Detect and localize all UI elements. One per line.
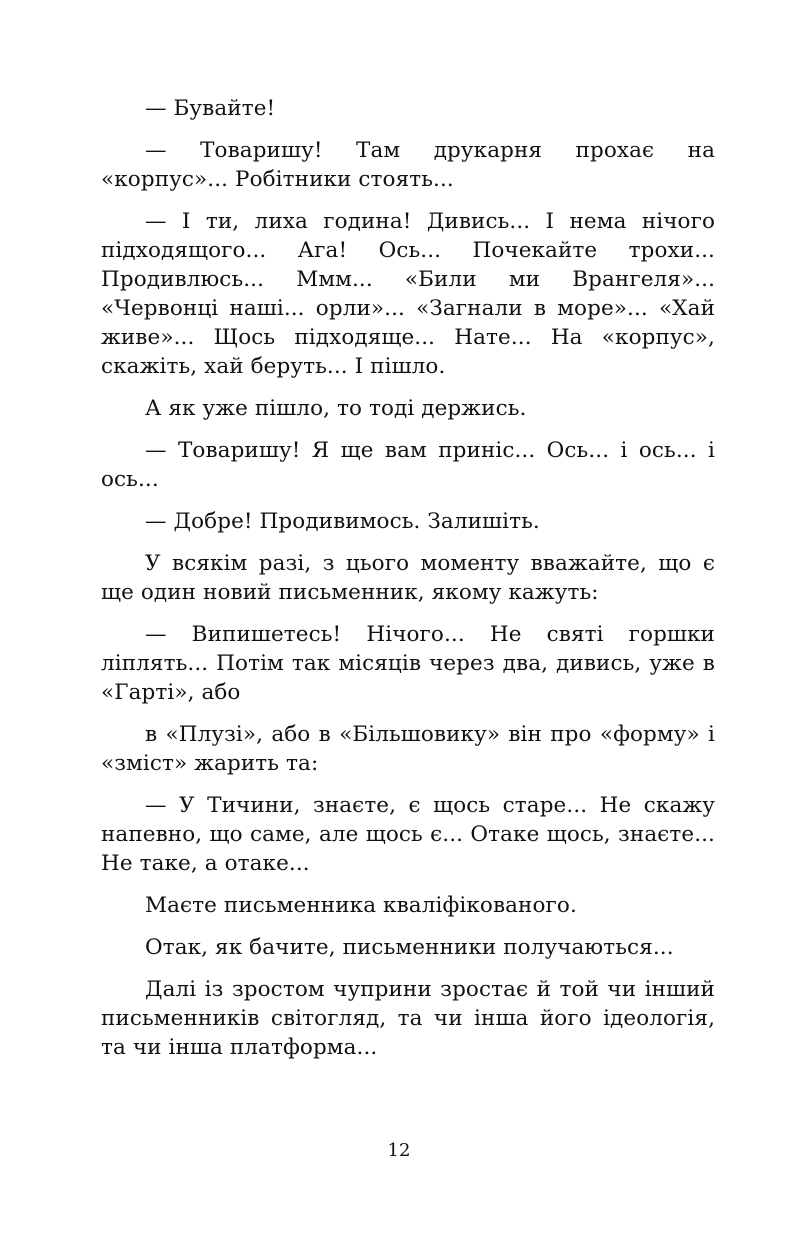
paragraph-7: У всякім разі, з цього моменту вважайте, що є ще один новий письменник, якому кажуть:	[101, 551, 715, 605]
paragraph-9: в «Плузі», або в «Більшовику» він про «форму» і «зміст» жарить та:	[101, 722, 715, 776]
paragraph-5: — Товаришу! Я ще вам приніс... Ось... і ось... і ось...	[101, 438, 715, 492]
page-number: 12	[387, 1140, 411, 1161]
paragraph-4: А як уже пішло, то тоді держись.	[145, 396, 527, 421]
paragraph-6: — Добре! Продивимось. Залишіть.	[145, 509, 540, 534]
paragraph-10: — У Тичини, знаєте, є щось старе... Не скажу напевно, що саме, але щось є... Отаке щось, знаєте... Не таке, а отаке...	[101, 793, 715, 876]
paragraph-1: — Бувайте!	[145, 96, 276, 121]
paragraph-12: Отак, як бачите, письменники получаються...	[145, 935, 674, 960]
page-text	[101, 94, 715, 1075]
paragraph-13: Далі із зростом чуприни зростає й той чи інший письменників світогляд, та чи інша його ідеологія, та чи інша платформа...	[101, 977, 715, 1060]
paragraph-11: Маєте письменника кваліфікованого.	[145, 893, 577, 918]
paragraph-2: — Товаришу! Там друкарня прохає на «корпус»... Робітники стоять...	[101, 138, 715, 192]
paragraph-8: — Випишетесь! Нічого... Не святі горшки ліплять... Потім так місяців через два, дивись, уже в «Гарті», або	[101, 622, 715, 705]
paragraph-3: — І ти, лиха година! Дивись... І нема нічого підходящого... Ага! Ось... Почекайте трохи... Продивлюсь... Ммм... «Били ми Врангеля»... «Червонці наші... орли»... «Загнали в море»... «Хай живе»... Щось підходяще... Нате... На «корпус», скажіть, хай беруть... І пішло.	[101, 209, 715, 379]
